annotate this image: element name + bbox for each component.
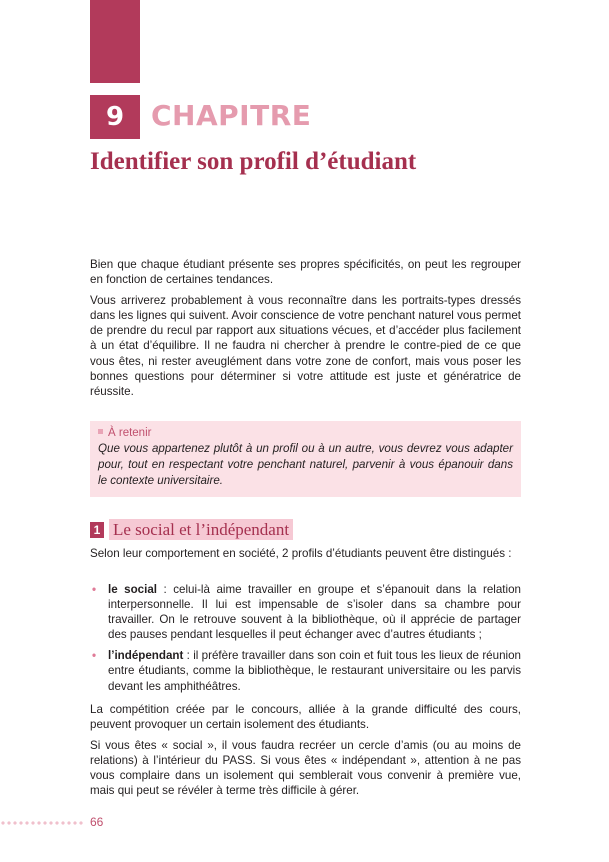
profile-list [90,582,521,700]
list-item-term: le social [108,583,158,596]
section-intro: Selon leur comportement en société, 2 profils d’étudiants peuvent être distingués : [90,547,512,560]
advice-paragraph: Si vous êtes « social », il vous faudra recréer un cercle d’amis (ou au moins de relations) à l’intérieur du PASS. Si vous êtes « indépendant », attention à ne pas vous complaire dans un isolement qui semblerait vous convenir à première vue, mais qui peut se révéler à terme très difficile à gérer. [90,739,521,798]
note-text: Que vous appartenez plutôt à un profil ou à un autre, vous devrez vous adapter pour, tout en respectant votre penchant naturel, parvenir à vous épanouir dans le contexte universitaire. [98,442,513,487]
chapter-label: CHAPITRE [151,99,312,132]
bullet-icon: • [92,649,97,663]
intro-block [90,257,521,405]
section-conclusion-block [90,702,521,805]
competition-paragraph: La compétition créée par le concours, alliée à la grande difficulté des cours, peuvent provoquer un certain isolement des étudiants. [90,703,521,732]
chapter-title: Identifier son profil d’étudiant [90,148,417,175]
intro-paragraph-2: Vous arriverez probablement à vous reconnaître dans les portraits-types dressés dans les lignes qui suivent. Avoir conscience de votre penchant naturel vous permet de prendre du recul par rapport aux situations vécues, et d’accéder plus facilement à un état d’équilibre. Il ne faudra ni chercher à prendre le contre-pied de ce que vous êtes, ni rester aveuglément dans votre zone de confort, mais vous poser les bonnes questions pour déterminer si votre attitude est juste et génératrice de réussite. [90,294,521,398]
section-intro-block [90,546,521,567]
bullet-icon: • [92,583,97,596]
section-heading [90,519,293,540]
square-bullet-icon [98,429,103,434]
page-number: 66 [90,815,104,829]
list-item [90,648,521,693]
footer-dots [0,820,84,826]
intro-paragraph-1: Bien que chaque étudiant présente ses propres spécificités, on peut les regrouper en fonction de certaines tendances. [90,258,521,287]
note-header [98,425,513,441]
note-box [90,421,521,497]
section-number: 1 [90,522,104,538]
list-item [90,582,521,642]
list-item-text: : il préfère travailler dans son coin et fuit tous les lieux de réunion entre étudiants, comme la bibliothèque, le restaurant universitaire ou les parvis devant les amphithéâtres. [108,649,521,693]
chapter-number: 9 [90,95,140,139]
note-title: À retenir [108,427,152,439]
list-item-text: : celui-là aime travailler en groupe et s’épanouit dans la relation interpersonnelle. Il lui est impensable de s’isoler dans sa chambre pour travailler. On le retrouve souvent à la bibliothèque, où il apprécie de partager des pauses pendant lesquelles il peut échanger avec d’autres étudiants ; [108,583,521,642]
section-title: Le social et l’indépendant [109,519,293,540]
chapter-ribbon [90,0,140,83]
list-item-term: l’indépendant [108,649,184,663]
